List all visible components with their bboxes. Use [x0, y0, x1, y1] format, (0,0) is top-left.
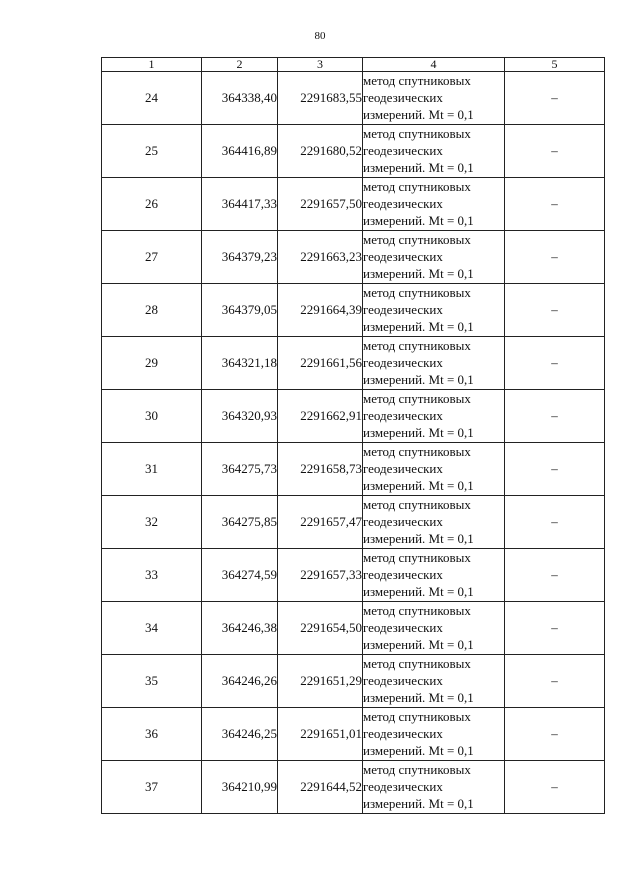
x-coordinate-cell: 364320,93 — [202, 390, 278, 443]
table-row — [102, 125, 605, 178]
y-coordinate-cell: 2291663,23 — [278, 231, 363, 284]
table-row — [102, 178, 605, 231]
method-line: измерений. Mt = 0,1 — [363, 743, 474, 758]
method-cell — [363, 549, 505, 602]
point-number-cell: 35 — [102, 655, 202, 708]
method-line: метод спутниковых — [363, 391, 471, 406]
point-number-cell: 32 — [102, 496, 202, 549]
method-cell — [363, 337, 505, 390]
x-coordinate-cell: 364246,25 — [202, 708, 278, 761]
note-cell: – — [505, 178, 605, 231]
x-coordinate-cell: 364274,59 — [202, 549, 278, 602]
point-number-cell: 31 — [102, 443, 202, 496]
note-cell: – — [505, 231, 605, 284]
x-coordinate-cell: 364417,33 — [202, 178, 278, 231]
note-cell: – — [505, 125, 605, 178]
method-cell — [363, 284, 505, 337]
x-coordinate-cell: 364416,89 — [202, 125, 278, 178]
y-coordinate-cell: 2291657,47 — [278, 496, 363, 549]
method-line: измерений. Mt = 0,1 — [363, 372, 474, 387]
method-line: измерений. Mt = 0,1 — [363, 690, 474, 705]
table-row — [102, 496, 605, 549]
method-cell — [363, 72, 505, 125]
point-number-cell: 27 — [102, 231, 202, 284]
method-cell — [363, 761, 505, 814]
method-line: метод спутниковых — [363, 179, 471, 194]
y-coordinate-cell: 2291658,73 — [278, 443, 363, 496]
y-coordinate-cell: 2291680,52 — [278, 125, 363, 178]
note-cell: – — [505, 655, 605, 708]
table-row — [102, 72, 605, 125]
method-line: метод спутниковых — [363, 550, 471, 565]
table-row — [102, 284, 605, 337]
y-coordinate-cell: 2291654,50 — [278, 602, 363, 655]
x-coordinate-cell: 364379,23 — [202, 231, 278, 284]
method-cell — [363, 231, 505, 284]
method-line: метод спутниковых — [363, 444, 471, 459]
y-coordinate-cell: 2291651,29 — [278, 655, 363, 708]
method-line: метод спутниковых — [363, 497, 471, 512]
table-row — [102, 549, 605, 602]
method-line: измерений. Mt = 0,1 — [363, 637, 474, 652]
method-line: геодезических — [363, 620, 443, 635]
y-coordinate-cell: 2291657,50 — [278, 178, 363, 231]
y-coordinate-cell: 2291664,39 — [278, 284, 363, 337]
note-cell: – — [505, 549, 605, 602]
method-line: геодезических — [363, 567, 443, 582]
note-cell: – — [505, 496, 605, 549]
method-line: геодезических — [363, 779, 443, 794]
method-line: геодезических — [363, 355, 443, 370]
note-cell: – — [505, 337, 605, 390]
table-row — [102, 602, 605, 655]
point-number-cell: 33 — [102, 549, 202, 602]
x-coordinate-cell: 364246,38 — [202, 602, 278, 655]
method-line: метод спутниковых — [363, 126, 471, 141]
method-line: метод спутниковых — [363, 656, 471, 671]
point-number-cell: 24 — [102, 72, 202, 125]
x-coordinate-cell: 364210,99 — [202, 761, 278, 814]
point-number-cell: 26 — [102, 178, 202, 231]
x-coordinate-cell: 364338,40 — [202, 72, 278, 125]
method-line: метод спутниковых — [363, 338, 471, 353]
method-cell — [363, 178, 505, 231]
method-line: метод спутниковых — [363, 285, 471, 300]
y-coordinate-cell: 2291662,91 — [278, 390, 363, 443]
x-coordinate-cell: 364379,05 — [202, 284, 278, 337]
column-header: 1 — [102, 58, 202, 72]
point-number-cell: 34 — [102, 602, 202, 655]
table-row — [102, 761, 605, 814]
table-body — [102, 72, 605, 814]
table-row — [102, 443, 605, 496]
point-number-cell: 36 — [102, 708, 202, 761]
x-coordinate-cell: 364275,85 — [202, 496, 278, 549]
note-cell: – — [505, 72, 605, 125]
method-cell — [363, 443, 505, 496]
method-line: измерений. Mt = 0,1 — [363, 319, 474, 334]
method-line: метод спутниковых — [363, 603, 471, 618]
table-row — [102, 231, 605, 284]
table-header-row — [102, 58, 605, 72]
method-line: геодезических — [363, 196, 443, 211]
method-line: измерений. Mt = 0,1 — [363, 425, 474, 440]
method-line: измерений. Mt = 0,1 — [363, 531, 474, 546]
method-line: геодезических — [363, 673, 443, 688]
x-coordinate-cell: 364246,26 — [202, 655, 278, 708]
point-number-cell: 30 — [102, 390, 202, 443]
y-coordinate-cell: 2291651,01 — [278, 708, 363, 761]
y-coordinate-cell: 2291644,52 — [278, 761, 363, 814]
method-cell — [363, 655, 505, 708]
method-cell — [363, 602, 505, 655]
y-coordinate-cell: 2291657,33 — [278, 549, 363, 602]
table-row — [102, 655, 605, 708]
method-line: измерений. Mt = 0,1 — [363, 160, 474, 175]
method-line: геодезических — [363, 302, 443, 317]
y-coordinate-cell: 2291683,55 — [278, 72, 363, 125]
x-coordinate-cell: 364275,73 — [202, 443, 278, 496]
page-number: 80 — [314, 30, 326, 42]
method-line: геодезических — [363, 143, 443, 158]
note-cell: – — [505, 708, 605, 761]
point-number-cell: 29 — [102, 337, 202, 390]
method-line: измерений. Mt = 0,1 — [363, 796, 474, 811]
method-cell — [363, 390, 505, 443]
y-coordinate-cell: 2291661,56 — [278, 337, 363, 390]
method-line: геодезических — [363, 249, 443, 264]
method-line: измерений. Mt = 0,1 — [363, 107, 474, 122]
note-cell: – — [505, 443, 605, 496]
coordinates-table — [101, 57, 605, 814]
method-line: геодезических — [363, 514, 443, 529]
table-row — [102, 337, 605, 390]
table-row — [102, 708, 605, 761]
method-line: измерений. Mt = 0,1 — [363, 584, 474, 599]
point-number-cell: 28 — [102, 284, 202, 337]
note-cell: – — [505, 761, 605, 814]
method-line: геодезических — [363, 726, 443, 741]
method-line: метод спутниковых — [363, 709, 471, 724]
method-line: геодезических — [363, 408, 443, 423]
note-cell: – — [505, 284, 605, 337]
note-cell: – — [505, 390, 605, 443]
point-number-cell: 25 — [102, 125, 202, 178]
method-cell — [363, 708, 505, 761]
method-cell — [363, 496, 505, 549]
x-coordinate-cell: 364321,18 — [202, 337, 278, 390]
method-line: геодезических — [363, 90, 443, 105]
method-cell — [363, 125, 505, 178]
column-header: 3 — [278, 58, 363, 72]
method-line: метод спутниковых — [363, 73, 471, 88]
note-cell: – — [505, 602, 605, 655]
method-line: метод спутниковых — [363, 762, 471, 777]
method-line: геодезических — [363, 461, 443, 476]
table-row — [102, 390, 605, 443]
method-line: измерений. Mt = 0,1 — [363, 213, 474, 228]
point-number-cell: 37 — [102, 761, 202, 814]
column-header: 2 — [202, 58, 278, 72]
column-header: 4 — [363, 58, 505, 72]
method-line: измерений. Mt = 0,1 — [363, 266, 474, 281]
method-line: измерений. Mt = 0,1 — [363, 478, 474, 493]
column-header: 5 — [505, 58, 605, 72]
method-line: метод спутниковых — [363, 232, 471, 247]
